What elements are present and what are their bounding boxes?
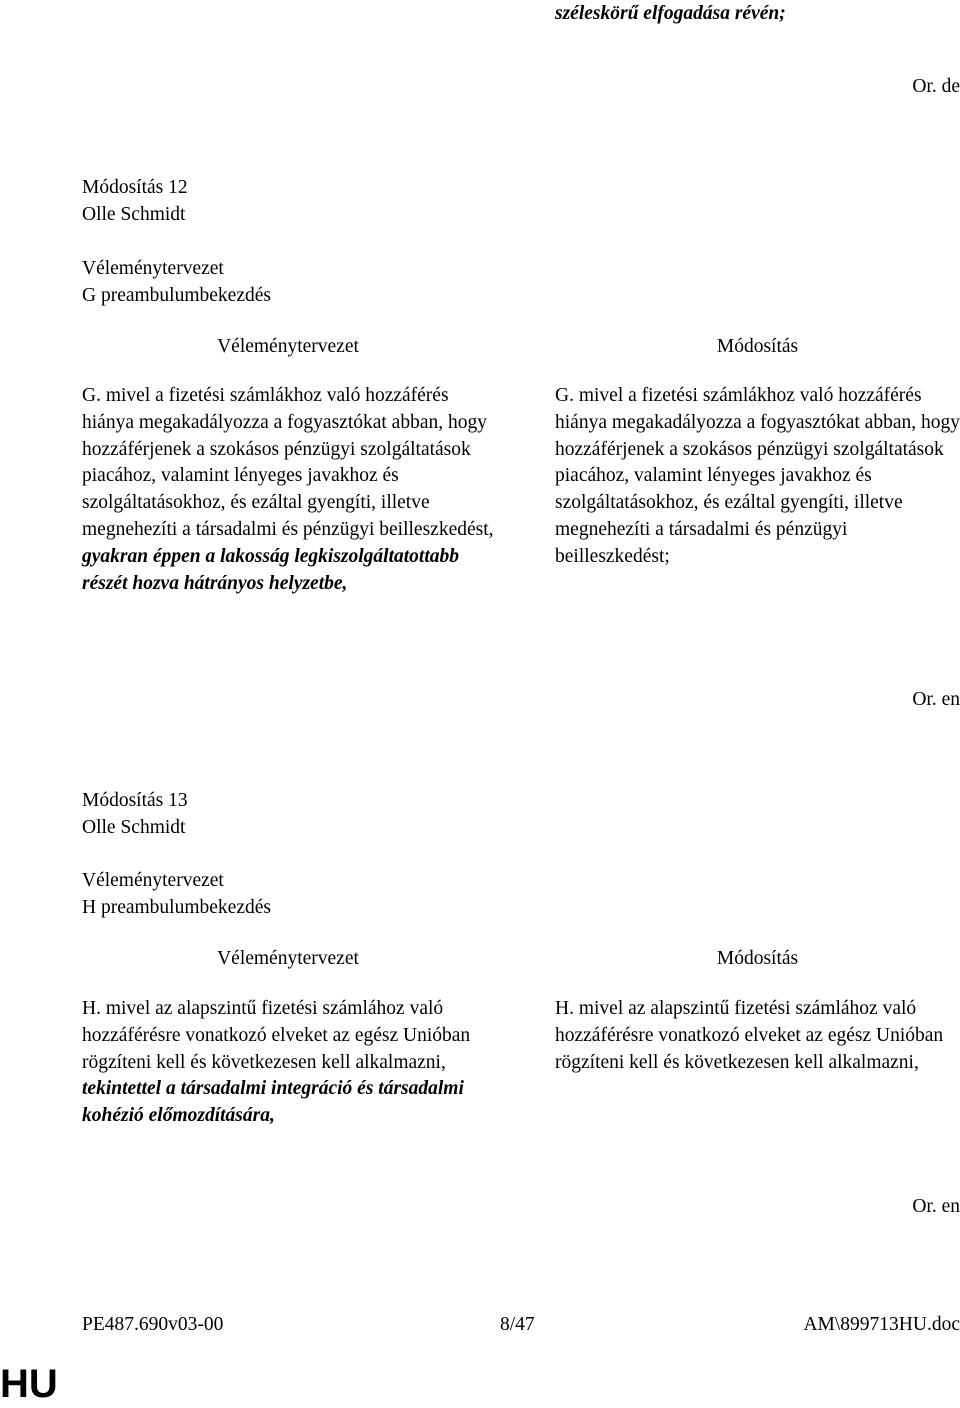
right-column-heading: Módosítás: [716, 948, 799, 969]
amendment-text: G. mivel a fizetési számlákhoz való hozzáférés hiánya megakadályozza a fogyasztókat abban, hogy hozzáférjenek a szokásos pénzügyi szolgáltatások piacához, valamint lényeges javakhoz és szolgáltatásokhoz, és ezáltal gyengíti, illetve megnehezíti a társadalmi és pénzügyi beilleszkedést;: [555, 385, 960, 567]
amendment-author: Olle Schmidt: [82, 817, 186, 838]
top-original-language: Or. de: [912, 76, 960, 97]
footer-reference: PE487.690v03-00: [82, 1314, 224, 1335]
original-language: Or. en: [912, 689, 960, 710]
draft-text-plain: H. mivel az alapszintű fizetési számlához való hozzáférésre vonatkozó elveket az egész Unióban rögzíteni kell és következesen kell alkalmazni,: [82, 998, 471, 1073]
right-column-heading: Módosítás: [716, 336, 799, 357]
footer-page-number: 8/47: [500, 1314, 535, 1335]
original-language: Or. en: [912, 1196, 960, 1217]
amendment-reference: G preambulumbekezdés: [82, 285, 271, 306]
draft-text-plain: G. mivel a fizetési számlákhoz való hozzáférés hiánya megakadályozza a fogyasztókat abban, hogy hozzáférjenek a szokásos pénzügyi szolgáltatások piacához, valamint lényeges javakhoz és szolgáltatásokhoz, és ezáltal gyengíti, illetve megnehezíti a társadalmi és pénzügyi beilleszkedést,: [82, 385, 494, 540]
amendment-text: H. mivel az alapszintű fizetési számlához való hozzáférésre vonatkozó elveket az egész Unióban rögzíteni kell és következesen kell alkalmazni,: [555, 998, 944, 1073]
amendment-document: Véleménytervezet: [82, 870, 224, 891]
draft-text-emphasis: tekintettel a társadalmi integráció és társadalmi kohézió előmozdítására,: [82, 1078, 464, 1127]
draft-text-emphasis: gyakran éppen a lakosság legkiszolgáltatottabb részét hozva hátrányos helyzetbe,: [82, 545, 460, 594]
amendment-document: Véleménytervezet: [82, 258, 224, 279]
amendment-number: Módosítás 13: [82, 790, 188, 811]
top-continuation-text: széleskörű elfogadása révén;: [555, 3, 786, 24]
footer-file-name: AM\899713HU.doc: [803, 1314, 960, 1335]
left-column-heading: Véleménytervezet: [217, 336, 359, 357]
draft-opinion-text: [82, 996, 494, 1130]
amendment-number: Módosítás 12: [82, 177, 188, 198]
left-column-heading: Véleménytervezet: [217, 948, 359, 969]
amendment-author: Olle Schmidt: [82, 204, 186, 225]
language-code: HU: [0, 1362, 58, 1406]
draft-opinion-text: [82, 383, 494, 597]
amendment-reference: H preambulumbekezdés: [82, 897, 271, 918]
